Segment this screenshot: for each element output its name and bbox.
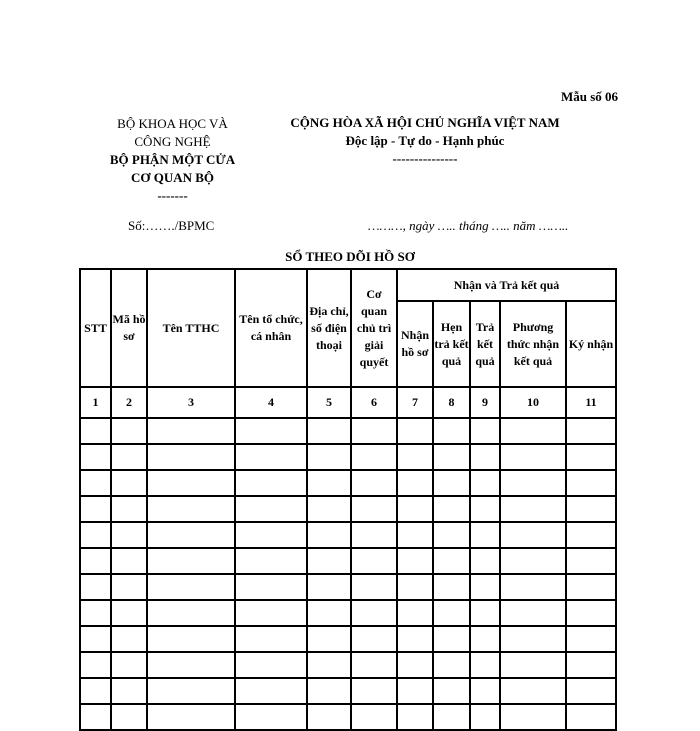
table-cell: [500, 496, 566, 522]
table-cell: [566, 626, 616, 652]
table-cell: [470, 470, 500, 496]
header-ky-nhan: Ký nhận: [566, 301, 616, 387]
table-cell: [80, 418, 111, 444]
table-cell: [80, 470, 111, 496]
table-row: [80, 704, 616, 730]
table-cell: [80, 600, 111, 626]
table-cell: [111, 704, 147, 730]
table-cell: [500, 444, 566, 470]
national-header: [270, 114, 580, 168]
table-cell: [397, 600, 433, 626]
table-cell: [111, 418, 147, 444]
agency-line-3: BỘ PHẬN MỘT CỬA: [109, 152, 236, 167]
table-cell: [147, 522, 235, 548]
header-hen-tra: Hẹn trả kết quả: [433, 301, 470, 387]
header-nhan-ho-so: Nhận hồ sơ: [397, 301, 433, 387]
table-cell: [566, 418, 616, 444]
table-row: [80, 522, 616, 548]
header-ten-to-chuc: Tên tổ chức, cá nhân: [235, 269, 307, 387]
agency-line-2: CÔNG NGHỆ: [134, 134, 211, 149]
table-cell: [566, 548, 616, 574]
table-cell: [433, 574, 470, 600]
table-cell: [397, 678, 433, 704]
table-cell: [433, 418, 470, 444]
table-cell: [470, 522, 500, 548]
table-cell: [433, 600, 470, 626]
table-cell: [470, 678, 500, 704]
agency-divider: -------: [157, 188, 188, 203]
table-cell: [235, 678, 307, 704]
table-cell: [397, 574, 433, 600]
table-cell: [111, 574, 147, 600]
table-cell: [111, 470, 147, 496]
table-cell: [351, 470, 397, 496]
table-cell: [566, 574, 616, 600]
table-cell: [351, 548, 397, 574]
table-cell: [470, 652, 500, 678]
table-cell: [307, 470, 351, 496]
table-row: [80, 600, 616, 626]
table-cell: [147, 626, 235, 652]
table-cell: [397, 704, 433, 730]
table-cell: [397, 626, 433, 652]
table-cell: [111, 496, 147, 522]
blank-entry-rows: [80, 418, 616, 730]
table-cell: [397, 522, 433, 548]
table-cell: [433, 678, 470, 704]
table-cell: [433, 444, 470, 470]
table-cell: [351, 574, 397, 600]
table-cell: [351, 444, 397, 470]
table-cell: [433, 626, 470, 652]
table-cell: [80, 574, 111, 600]
table-cell: [351, 522, 397, 548]
agency-line-1: BỘ KHOA HỌC VÀ: [117, 116, 228, 131]
table-cell: [500, 600, 566, 626]
table-cell: [470, 418, 500, 444]
table-cell: [235, 704, 307, 730]
column-number: 8: [433, 387, 470, 418]
table-cell: [433, 470, 470, 496]
header-ten-tthc: Tên TTHC: [147, 269, 235, 387]
table-cell: [111, 678, 147, 704]
table-cell: [147, 600, 235, 626]
table-cell: [235, 652, 307, 678]
table-cell: [566, 496, 616, 522]
table-cell: [235, 444, 307, 470]
table-cell: [111, 652, 147, 678]
column-number: 9: [470, 387, 500, 418]
header-ma-ho-so: Mã hồ sơ: [111, 269, 147, 387]
table-cell: [147, 678, 235, 704]
table-cell: [351, 600, 397, 626]
table-cell: [235, 522, 307, 548]
table-cell: [307, 652, 351, 678]
table-cell: [566, 470, 616, 496]
table-cell: [235, 496, 307, 522]
table-row: [80, 418, 616, 444]
table-cell: [470, 626, 500, 652]
table-row: [80, 444, 616, 470]
table-cell: [397, 470, 433, 496]
table-cell: [397, 548, 433, 574]
header-co-quan: Cơ quan chủ trì giải quyết: [351, 269, 397, 387]
table-cell: [111, 600, 147, 626]
table-cell: [470, 496, 500, 522]
table-cell: [500, 522, 566, 548]
table-cell: [307, 522, 351, 548]
table-cell: [351, 496, 397, 522]
table-cell: [351, 704, 397, 730]
column-number: 1: [80, 387, 111, 418]
header-tra-ket-qua: Trả kết quả: [470, 301, 500, 387]
table-cell: [307, 444, 351, 470]
table-cell: [111, 548, 147, 574]
agency-line-4: CƠ QUAN BỘ: [130, 170, 215, 185]
table-cell: [500, 470, 566, 496]
table-cell: [235, 418, 307, 444]
table-cell: [307, 626, 351, 652]
table-cell: [500, 418, 566, 444]
table-cell: [566, 444, 616, 470]
agency-header: [100, 115, 245, 205]
table-cell: [80, 678, 111, 704]
table-cell: [433, 548, 470, 574]
table-row: [80, 626, 616, 652]
book-title: SỔ THEO DÕI HỒ SƠ: [285, 249, 415, 264]
table-cell: [80, 626, 111, 652]
form-number: Mẫu số 06: [560, 89, 618, 104]
table-cell: [351, 626, 397, 652]
table-cell: [566, 522, 616, 548]
national-motto: Độc lập - Tự do - Hạnh phúc: [345, 133, 505, 148]
table-cell: [147, 470, 235, 496]
table-cell: [147, 652, 235, 678]
table-cell: [80, 496, 111, 522]
table-cell: [307, 418, 351, 444]
table-cell: [566, 678, 616, 704]
column-number: 6: [351, 387, 397, 418]
table-row: [80, 678, 616, 704]
header-dia-chi: Địa chỉ, số điện thoại: [307, 269, 351, 387]
table-cell: [111, 522, 147, 548]
table-cell: [433, 522, 470, 548]
column-number: 7: [397, 387, 433, 418]
column-number: 2: [111, 387, 147, 418]
table-cell: [500, 678, 566, 704]
table-cell: [235, 600, 307, 626]
table-cell: [397, 652, 433, 678]
header-stt: STT: [80, 269, 111, 387]
table-row: [80, 548, 616, 574]
table-cell: [397, 418, 433, 444]
table-cell: [235, 574, 307, 600]
table-cell: [235, 470, 307, 496]
table-cell: [235, 626, 307, 652]
table-cell: [307, 704, 351, 730]
table-cell: [147, 548, 235, 574]
table-cell: [470, 444, 500, 470]
header-group-nhan-tra: Nhận và Trả kết quả: [397, 269, 616, 301]
table-cell: [80, 548, 111, 574]
reference-number: Số:……./BPMC: [128, 218, 215, 233]
table-cell: [307, 574, 351, 600]
table-cell: [147, 496, 235, 522]
table-cell: [147, 418, 235, 444]
column-number: 3: [147, 387, 235, 418]
national-divider: ---------------: [392, 151, 458, 166]
table-cell: [433, 704, 470, 730]
table-row: [80, 496, 616, 522]
log-table: [79, 268, 617, 731]
table-cell: [470, 548, 500, 574]
table-cell: [307, 548, 351, 574]
header-phuong-thuc: Phương thức nhận kết quả: [500, 301, 566, 387]
table-cell: [80, 704, 111, 730]
table-cell: [500, 704, 566, 730]
table-cell: [500, 626, 566, 652]
table-cell: [147, 704, 235, 730]
table-cell: [147, 444, 235, 470]
column-number: 4: [235, 387, 307, 418]
table-cell: [80, 444, 111, 470]
column-number: 10: [500, 387, 566, 418]
table-cell: [351, 652, 397, 678]
header-row-top: [80, 269, 616, 301]
table-cell: [351, 678, 397, 704]
table-cell: [566, 600, 616, 626]
table-row: [80, 574, 616, 600]
table-cell: [470, 600, 500, 626]
table-cell: [397, 444, 433, 470]
table-cell: [500, 548, 566, 574]
date-line: ………, ngày ….. tháng ….. năm ……..: [368, 218, 569, 233]
table-cell: [470, 574, 500, 600]
table-cell: [351, 418, 397, 444]
table-cell: [500, 574, 566, 600]
table-row: [80, 652, 616, 678]
table-cell: [566, 652, 616, 678]
column-number: 5: [307, 387, 351, 418]
table-cell: [147, 574, 235, 600]
table-cell: [470, 704, 500, 730]
table-cell: [397, 496, 433, 522]
column-number: 11: [566, 387, 616, 418]
national-title: CỘNG HÒA XÃ HỘI CHỦ NGHĨA VIỆT NAM: [290, 115, 560, 130]
table-cell: [307, 678, 351, 704]
table-cell: [80, 652, 111, 678]
table-cell: [111, 626, 147, 652]
table-cell: [307, 600, 351, 626]
table-cell: [566, 704, 616, 730]
table-cell: [235, 548, 307, 574]
table-cell: [307, 496, 351, 522]
table-cell: [433, 496, 470, 522]
table-cell: [80, 522, 111, 548]
table-row: [80, 470, 616, 496]
table-cell: [111, 444, 147, 470]
table-cell: [433, 652, 470, 678]
table-cell: [500, 652, 566, 678]
column-number-row: [80, 387, 616, 418]
